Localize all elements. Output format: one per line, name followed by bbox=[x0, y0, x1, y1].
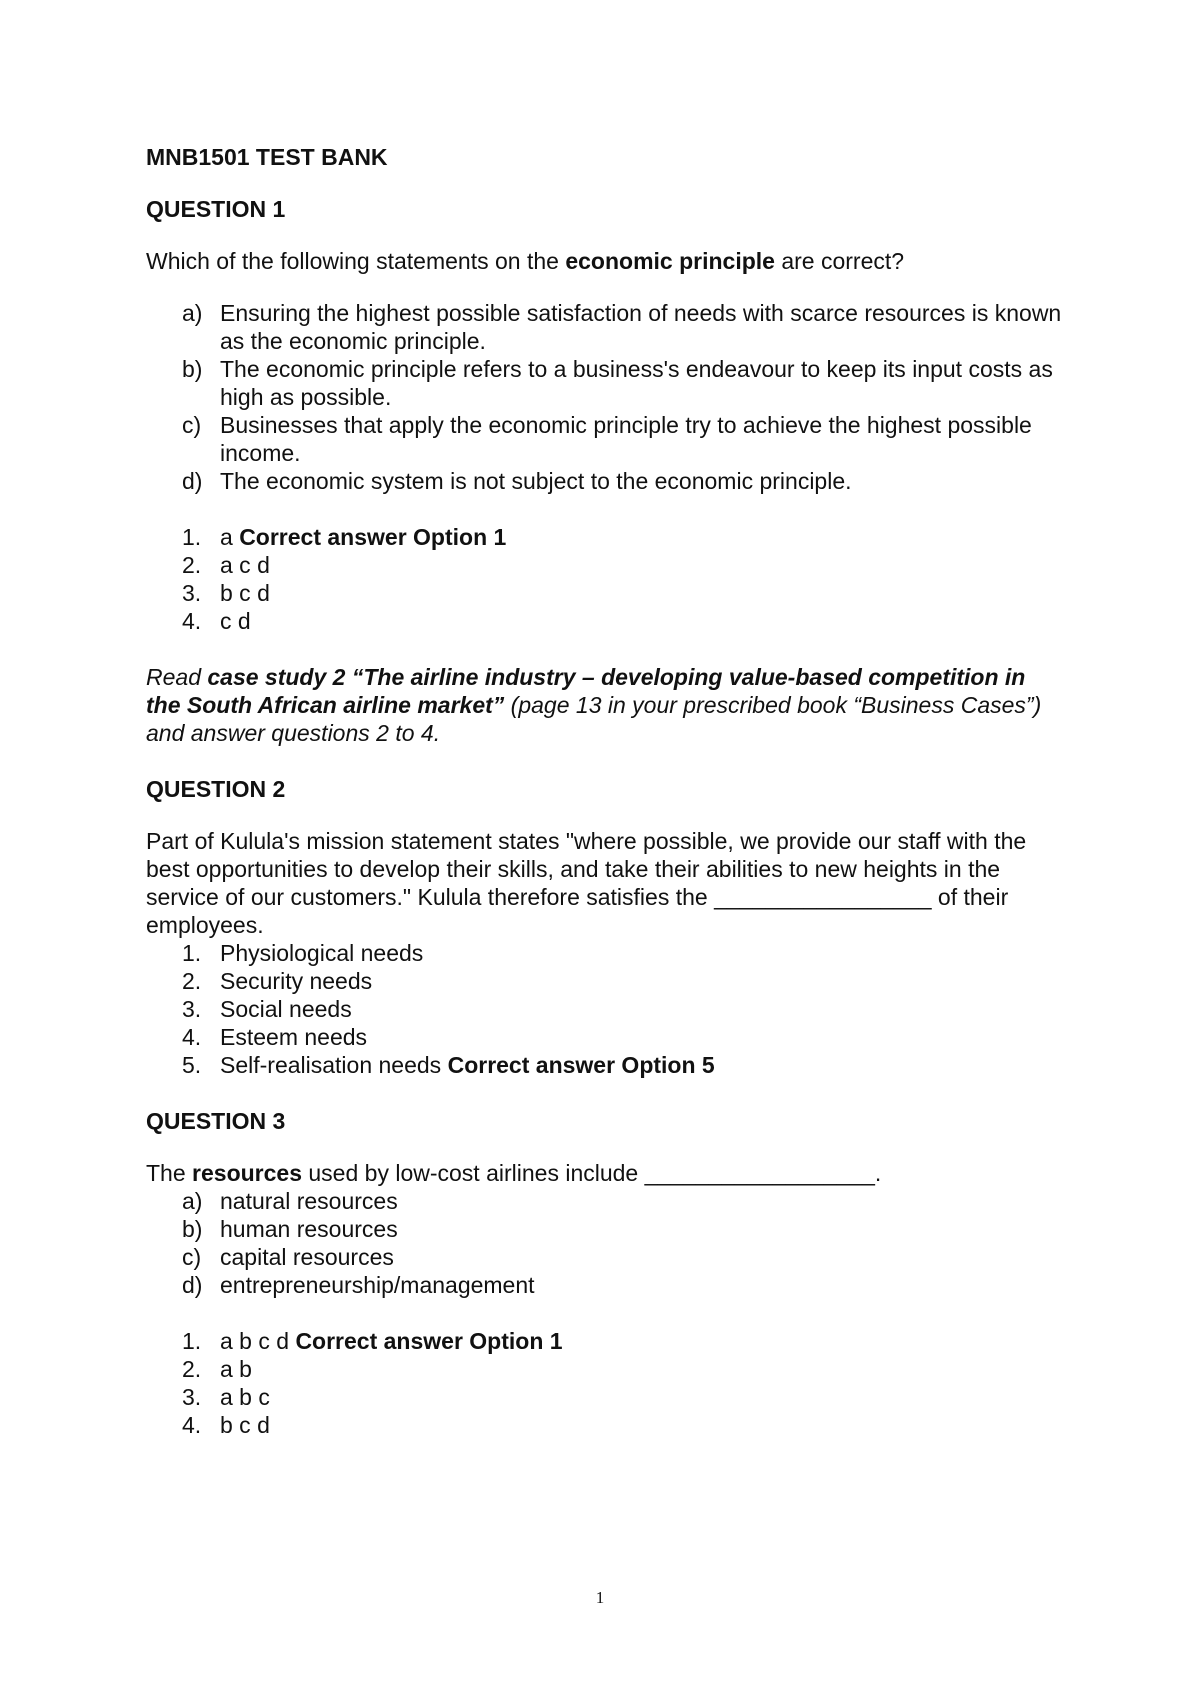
correct-answer-note: Correct answer Option 1 bbox=[239, 524, 507, 550]
case-study-instruction bbox=[146, 663, 1066, 747]
stem-text: The bbox=[146, 1160, 193, 1186]
answer-marker: 1. bbox=[182, 524, 202, 550]
answer-item bbox=[146, 1051, 1066, 1079]
answer-text: a bbox=[220, 524, 240, 550]
statement-text: Businesses that apply the economic principle try to achieve the highest possible income. bbox=[220, 412, 1032, 466]
statement-text: Ensuring the highest possible satisfaction of needs with scarce resources is known as the economic principle. bbox=[220, 300, 1062, 354]
answer-item bbox=[146, 607, 1066, 635]
statement-text: natural resources bbox=[220, 1188, 398, 1214]
answer-marker: 2. bbox=[182, 552, 202, 578]
answer-item bbox=[146, 579, 1066, 607]
statement-marker: a) bbox=[182, 1188, 203, 1214]
statement-text: entrepreneurship/management bbox=[220, 1272, 535, 1298]
answer-marker: 5. bbox=[182, 1052, 202, 1078]
question-3-heading: QUESTION 3 bbox=[146, 1108, 286, 1134]
answer-text: a c d bbox=[220, 552, 270, 578]
statement-marker: b) bbox=[182, 1216, 203, 1242]
statement-marker: d) bbox=[182, 468, 203, 494]
case-study-title: case study 2 “The airline industry – developing value-based competition in the South African airline market” bbox=[146, 664, 1026, 718]
statement-item bbox=[146, 467, 1066, 495]
answer-item bbox=[146, 1023, 1066, 1051]
answer-item bbox=[146, 1355, 1066, 1383]
answer-item bbox=[146, 995, 1066, 1023]
question-1-heading: QUESTION 1 bbox=[146, 196, 286, 222]
answer-marker: 4. bbox=[182, 608, 202, 634]
statement-item bbox=[146, 1243, 1066, 1271]
statement-marker: d) bbox=[182, 1272, 203, 1298]
answer-text: Self-realisation needs bbox=[220, 1052, 448, 1078]
answer-text: b c d bbox=[220, 1412, 270, 1438]
answer-marker: 4. bbox=[182, 1412, 202, 1438]
question-1 bbox=[146, 195, 1066, 635]
statement-item bbox=[146, 1187, 1066, 1215]
answer-item bbox=[146, 1383, 1066, 1411]
answer-marker: 2. bbox=[182, 1356, 202, 1382]
statement-marker: c) bbox=[182, 1244, 202, 1270]
answer-marker: 3. bbox=[182, 580, 202, 606]
question-3-stem bbox=[146, 1159, 1066, 1187]
question-1-answers bbox=[146, 523, 1066, 635]
question-1-statements bbox=[146, 299, 1066, 495]
document-title: MNB1501 TEST BANK bbox=[146, 144, 388, 170]
question-3 bbox=[146, 1107, 1066, 1439]
answer-item bbox=[146, 967, 1066, 995]
statement-item bbox=[146, 355, 1066, 411]
answer-item bbox=[146, 1327, 1066, 1355]
statement-marker: a) bbox=[182, 300, 203, 326]
stem-bold-term: resources bbox=[192, 1160, 302, 1186]
answer-text: Esteem needs bbox=[220, 1024, 368, 1050]
statement-text: capital resources bbox=[220, 1244, 394, 1270]
answer-text: Physiological needs bbox=[220, 940, 424, 966]
stem-text: Which of the following statements on the bbox=[146, 248, 566, 274]
stem-bold-term: economic principle bbox=[565, 248, 775, 274]
statement-text: The economic system is not subject to the economic principle. bbox=[220, 468, 852, 494]
page-content bbox=[146, 143, 1066, 1467]
correct-answer-note: Correct answer Option 5 bbox=[447, 1052, 715, 1078]
statement-item bbox=[146, 411, 1066, 467]
answer-item bbox=[146, 939, 1066, 967]
answer-text: c d bbox=[220, 608, 251, 634]
question-2 bbox=[146, 775, 1066, 1079]
statement-item bbox=[146, 1215, 1066, 1243]
answer-text: Social needs bbox=[220, 996, 352, 1022]
statement-text: The economic principle refers to a business's endeavour to keep its input costs as high as possible. bbox=[220, 356, 1053, 410]
answer-item bbox=[146, 1411, 1066, 1439]
correct-answer-note: Correct answer Option 1 bbox=[295, 1328, 563, 1354]
statement-item bbox=[146, 299, 1066, 355]
answer-text: a b c d bbox=[220, 1328, 296, 1354]
answer-text: a b c bbox=[220, 1384, 270, 1410]
statement-item bbox=[146, 1271, 1066, 1299]
answer-marker: 3. bbox=[182, 996, 202, 1022]
answer-item bbox=[146, 551, 1066, 579]
statement-marker: c) bbox=[182, 412, 202, 438]
case-instruction-lead: Read bbox=[146, 664, 208, 690]
question-2-answers bbox=[146, 939, 1066, 1079]
question-1-stem bbox=[146, 247, 1066, 275]
answer-text: a b bbox=[220, 1356, 252, 1382]
answer-marker: 2. bbox=[182, 968, 202, 994]
answer-marker: 1. bbox=[182, 1328, 202, 1354]
answer-marker: 4. bbox=[182, 1024, 202, 1050]
page-number: 1 bbox=[595, 1588, 605, 1607]
question-2-heading: QUESTION 2 bbox=[146, 776, 286, 802]
question-2-stem: Part of Kulula's mission statement states "where possible, we provide our staff with the best opportunities to develop their skills, and take their abilities to new heights in the service of our customers." Kulula therefore satisfies the _________________ of their employees. bbox=[146, 828, 1027, 938]
question-3-answers bbox=[146, 1327, 1066, 1439]
stem-text-end: used by low-cost airlines include __________________. bbox=[302, 1160, 882, 1186]
answer-item bbox=[146, 523, 1066, 551]
statement-marker: b) bbox=[182, 356, 203, 382]
stem-text-end: are correct? bbox=[774, 248, 905, 274]
question-3-statements bbox=[146, 1187, 1066, 1299]
answer-marker: 1. bbox=[182, 940, 202, 966]
answer-text: b c d bbox=[220, 580, 270, 606]
answer-marker: 3. bbox=[182, 1384, 202, 1410]
answer-text: Security needs bbox=[220, 968, 373, 994]
case-instruction-tail: (page 13 in your prescribed book “Business Cases”) and answer questions 2 to 4. bbox=[146, 692, 1042, 746]
statement-text: human resources bbox=[220, 1216, 398, 1242]
